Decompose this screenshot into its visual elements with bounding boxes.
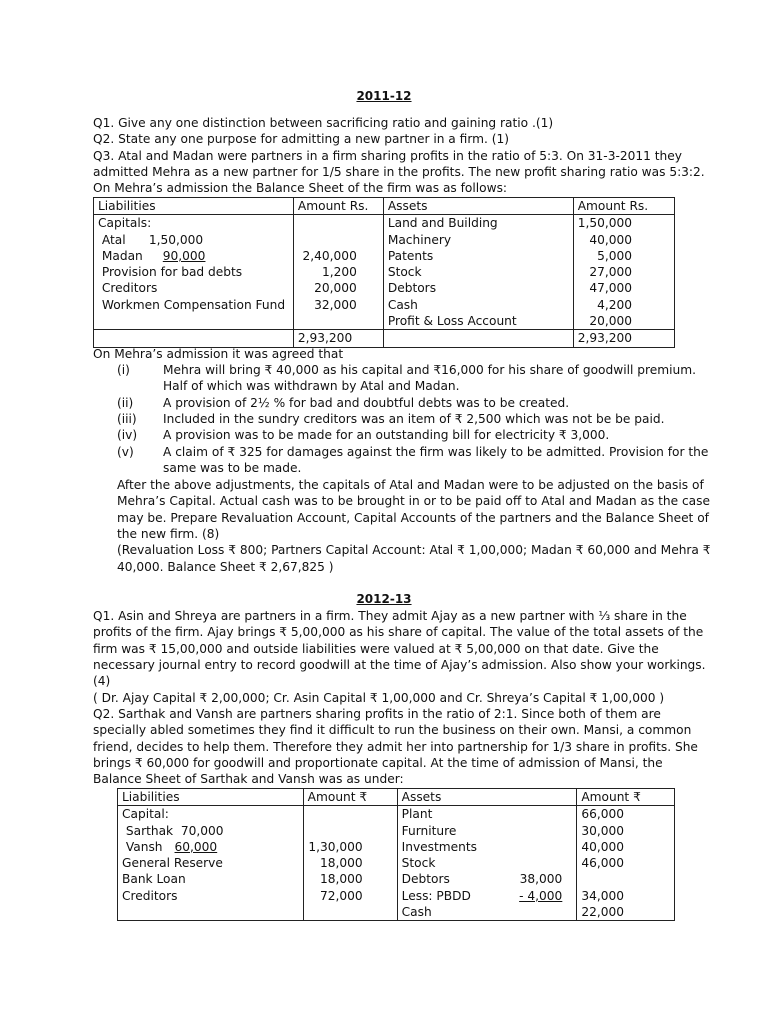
question-1-line: profits of the firm. Ajay brings ₹ 5,00,000 as his share of capital. The value of the total assets of the [93,625,704,639]
liabilities-column [118,806,304,921]
assets-column [397,806,577,921]
table-cell: 47,000 [589,281,632,296]
question-2-line: Balance Sheet of Sarthak and Vansh was as under: [93,772,404,786]
table-body-row [118,806,675,921]
table-header-row [94,198,675,215]
total-assets: 2,93,200 [573,330,674,347]
table-header-row [118,789,675,806]
header-amount: Amount ₹ [577,789,675,806]
table-cell: 1,30,000 [308,839,363,854]
table-cell: Stock [387,265,422,280]
vansh-capital: 60,000 [174,839,218,854]
table-cell: 18,000 [319,856,363,871]
table-cell-label: Madan [98,248,143,263]
table-cell [122,839,299,855]
list-item-continued: Half of which was withdrawn by Atal and Madan. [163,379,460,393]
pbdd-amount: - 4,000 [519,888,563,903]
section-heading-2011-12: 2011-12 [356,89,412,103]
instructions-line: the new firm. (8) [117,527,220,541]
table-cell: Investments [401,839,478,854]
header-liabilities: Liabilities [118,789,304,806]
table-cell: Atal 1,50,000 [98,232,204,247]
table-cell: Stock [401,856,436,871]
table-cell-label: Less: PBDD [401,888,471,903]
table-cell: 34,000 [581,888,624,903]
table-cell-label: Vansh [122,839,163,854]
table-cell [402,871,573,887]
total-liabilities: 2,93,200 [293,330,383,347]
liabilities-amount-column [303,806,397,921]
table-cell: 40,000 [581,839,624,854]
admission-terms-intro: On Mehra’s admission it was agreed that [93,347,344,361]
table-cell: 20,000 [589,314,632,329]
item-number: (ii) [117,396,134,410]
table-body-row [94,215,675,330]
header-liabilities: Liabilities [94,198,294,215]
item-number: (i) [117,363,130,377]
question-2-line: brings ₹ 60,000 for goodwill and proportionate capital. At the time of admission of Mansi, the [93,756,663,770]
answer-line: ( Dr. Ajay Capital ₹ 2,00,000; Cr. Asin Capital ₹ 1,00,000 and Cr. Shreya’s Capital ₹ 1,00,000 ) [93,691,665,705]
table-cell: Capital: [122,807,169,822]
header-amount: Amount ₹ [303,789,397,806]
header-assets: Assets [397,789,577,806]
item-number: (iv) [117,428,138,442]
table-cell: 72,000 [319,888,363,903]
header-amount: Amount Rs. [293,198,383,215]
table-cell: Capitals: [98,216,152,231]
table-cell: Machinery [387,232,452,247]
question-1-line: Q1. Asin and Shreya are partners in a firm. They admit Ajay as a new partner with ⅓ share in the [93,609,687,623]
table-cell: 4,200 [597,297,632,312]
table-cell: 30,000 [581,823,624,838]
table-cell: 32,000 [314,297,357,312]
instructions-line: Mehra’s Capital. Actual cash was to be brought in or to be paid off to Atal and Madan as the case [117,494,711,508]
table-cell: Profit & Loss Account [387,314,517,329]
assets-column [383,215,573,330]
item-text: Mehra will bring ₹ 40,000 as his capital and ₹16,000 for his share of goodwill premium. [163,363,696,377]
item-text: Included in the sundry creditors was an item of ₹ 2,500 which was not be be paid. [163,412,665,426]
section-heading-2012-13: 2012-13 [356,592,412,606]
table-cell: 66,000 [581,807,624,822]
debtors-gross: 38,000 [519,872,563,887]
table-cell: Provision for bad debts [98,265,243,280]
table-cell: 18,000 [319,872,363,887]
table-cell [402,888,573,904]
list-item [117,444,708,460]
list-item-continued: same was to be made. [163,461,302,475]
table-cell: 40,000 [589,232,632,247]
table-cell: Land and Building [387,216,498,231]
balance-sheet-mehra [93,197,675,348]
table-cell: Cash [387,297,418,312]
table-cell: 27,000 [589,265,632,280]
question-1: Q1. Give any one distinction between sacrificing ratio and gaining ratio .(1) [93,116,554,130]
table-cell: Plant [401,807,433,822]
table-total-row [94,330,675,347]
liabilities-column [94,215,294,330]
question-1-line: necessary journal entry to record goodwill at the time of Ajay’s admission. Also show your workings. [93,658,706,672]
table-cell: 1,200 [321,265,357,280]
answer-line: (Revaluation Loss ₹ 800; Partners Capital Account: Atal ₹ 1,00,000; Madan ₹ 60,000 and Mehra ₹ [117,543,711,557]
table-cell [98,248,289,264]
table-cell: 5,000 [597,248,632,263]
table-cell: General Reserve [122,856,223,871]
question-3-line: admitted Mehra as a new partner for 1/5 share in the profits. The new profit sharing ratio was 5:3:2. [93,165,705,179]
question-3-line: On Mehra’s admission the Balance Sheet of the firm was as follows: [93,181,508,195]
table-cell: Bank Loan [122,872,186,887]
table-cell: Creditors [98,281,158,296]
item-text: A provision was to be made for an outstanding bill for electricity ₹ 3,000. [163,428,610,442]
table-cell: Furniture [401,823,457,838]
answer-line: 40,000. Balance Sheet ₹ 2,67,825 ) [117,560,334,574]
balance-sheet-sarthak-vansh [117,788,675,921]
item-number: (iii) [117,412,137,426]
table-cell: Sarthak 70,000 [122,823,224,838]
table-cell: 22,000 [581,905,624,920]
header-assets: Assets [383,198,573,215]
table-cell: Debtors [387,281,437,296]
list-item [117,411,664,427]
table-cell-label: Debtors [401,872,450,887]
question-1-line: (4) [93,674,111,688]
question-2: Q2. State any one purpose for admitting a new partner in a firm. (1) [93,132,510,146]
item-number: (v) [117,445,134,459]
table-cell: Creditors [122,888,178,903]
table-cell: Patents [387,248,434,263]
assets-amount-column [573,215,674,330]
list-item [117,427,609,443]
instructions-line: may be. Prepare Revaluation Account, Capital Accounts of the partners and the Balance Sheet of [117,511,709,525]
item-text: A claim of ₹ 325 for damages against the firm was likely to be admitted. Provision for the [163,445,709,459]
table-cell: 46,000 [581,856,624,871]
table-cell: Workmen Compensation Fund [98,297,286,312]
table-cell: 2,40,000 [302,248,357,263]
question-2-line: specially abled sometimes they find it difficult to run the business on their own. Mansi, a common [93,723,692,737]
table-cell: Cash [401,905,432,920]
instructions-line: After the above adjustments, the capitals of Atal and Madan were to be adjusted on the basis of [117,478,704,492]
liabilities-amount-column [293,215,383,330]
table-cell: 20,000 [314,281,357,296]
table-cell: 1,50,000 [577,216,632,231]
item-text: A provision of 2½ % for bad and doubtful debts was to be created. [163,396,570,410]
header-amount: Amount Rs. [573,198,674,215]
madan-capital: 90,000 [162,248,206,263]
question-2-line: friend, decides to help them. Therefore they admit her into partnership for 1/3 share in profits. She [93,740,698,754]
question-3-line: Q3. Atal and Madan were partners in a firm sharing profits in the ratio of 5:3. On 31-3-2011 they [93,149,682,163]
question-2-line: Q2. Sarthak and Vansh are partners sharing profits in the ratio of 2:1. Since both of them are [93,707,661,721]
assets-amount-column [577,806,675,921]
list-item [117,362,696,378]
list-item [117,395,569,411]
question-1-line: firm was ₹ 15,00,000 and outside liabilities were valued at ₹ 5,00,000 on that date. Give the [93,642,659,656]
